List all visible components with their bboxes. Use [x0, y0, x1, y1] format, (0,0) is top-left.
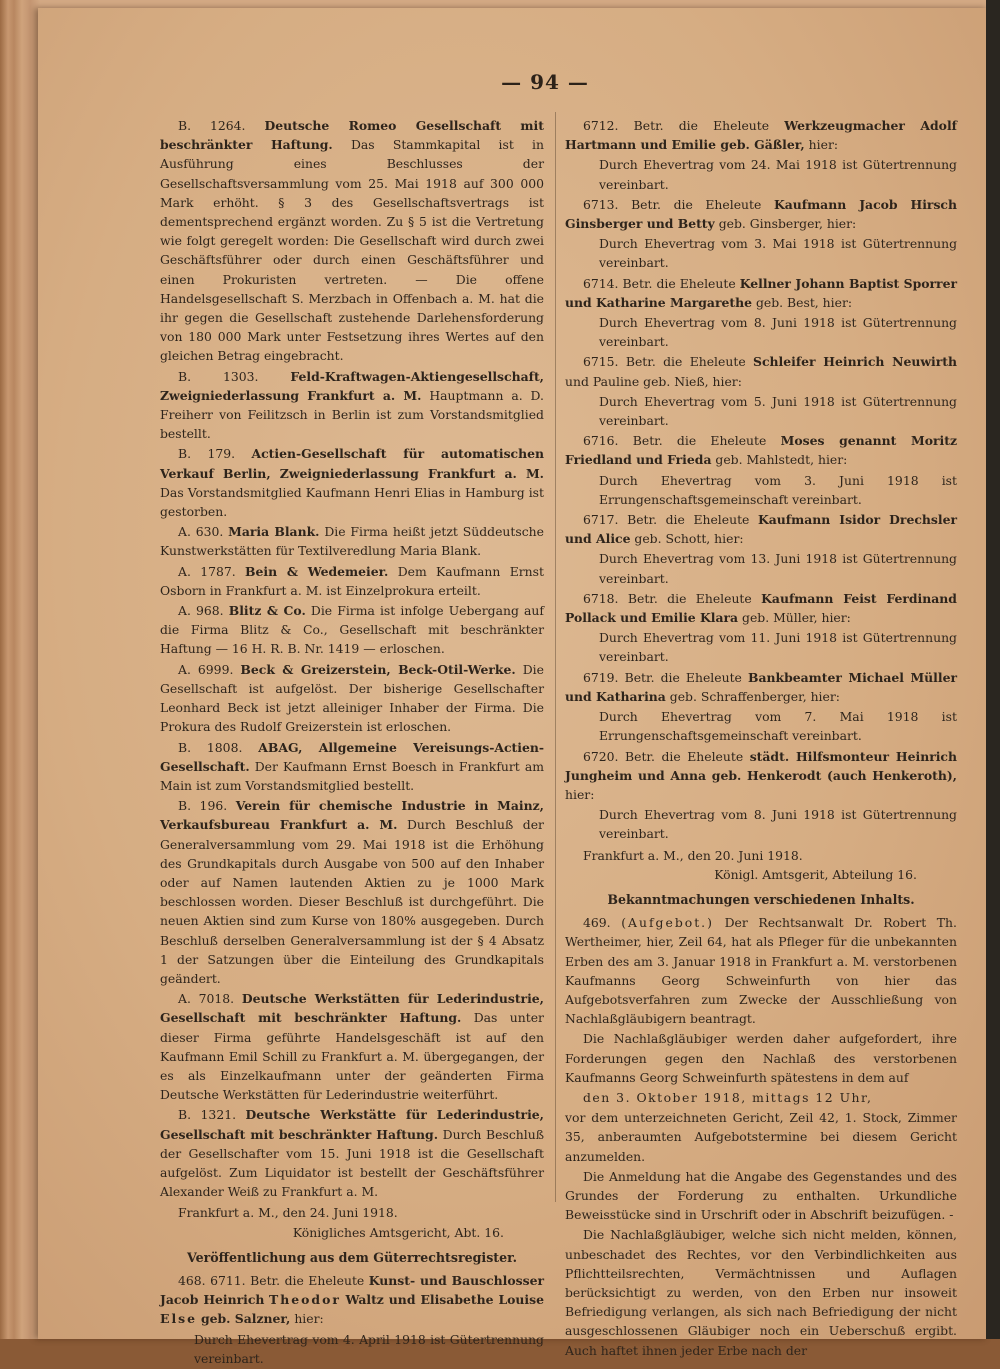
gueter-entry	[565, 668, 957, 706]
entry-text: hier:	[294, 1311, 324, 1327]
entry-lead: 6717.	[583, 512, 619, 528]
gueter-entry-body: Durch Ehevertrag vom 3. Mai 1918 ist Gütertrennung vereinbart.	[599, 236, 957, 271]
closing-place-date: Frankfurt a. M., den 20. Juni 1918.	[583, 847, 803, 863]
register-entry	[160, 116, 544, 366]
gueter-entry-body: Durch Ehevertrag vom 11. Juni 1918 ist Gütertrennung vereinbart.	[599, 630, 957, 665]
section-heading-gueterrecht: Veröffentlichung aus dem Güterrechtsregister.	[187, 1249, 517, 1265]
gueter-entry-body: Durch Ehevertrag vom 13. Juni 1918 ist Gütertrennung vereinbart.	[599, 551, 957, 586]
closing-signature: Königl. Amtsgerit, Abteilung 16.	[714, 866, 917, 882]
entry-text: Die Firma heißt jetzt Süddeutsche Kunstwerkstätten für Textilveredlung Maria Blank.	[160, 524, 544, 559]
notice-paragraph: Der Rechtsanwalt Dr. Robert Th. Wertheimer, hier, Zeil 64, hat als Pfleger für die unbekannten Erben des am 3. Januar 1918 in Frankfurt a. M. verstorbenen Kaufmanns Georg Schweinfurth von hier das Aufgebotsverfahren zum Zwecke der Ausschließung von Nachlaßgläubigern beantragt.	[565, 915, 957, 1027]
closing-signature: Königliches Amtsgericht, Abt. 16.	[292, 1224, 504, 1240]
entry-text: Die Gesellschaft ist aufgelöst. Der bisherige Gesellschafter Leonhard Beck ist jetzt alleiniger Inhaber der Firma. Die Prokura des Rudolf Greizerstein ist erloschen.	[160, 661, 544, 735]
entry-text: Das unter dieser Firma geführte Handelsgeschäft ist auf den Kaufmann Emil Schill zu Frankfurt a. M. übergegangen, der es als Einzelkaufmann unter der geänderten Firma Deutsche Werkstätten für Lederindustrie weiterführt.	[160, 1010, 544, 1103]
entry-names: Kaufmann Feist Ferdinand Pollack und Emilie Klara	[565, 590, 957, 626]
entry-lead: 6713.	[583, 196, 619, 212]
entry-lead: 6715.	[583, 354, 619, 370]
notice-date: den 3. Oktober 1918, mittags 12 Uhr,	[583, 1089, 873, 1105]
entry-text: Durch Beschluß der Generalversammlung vom 29. Mai 1918 ist die Erhöhung des Grundkapitals durch Ausgabe von 500 auf den Inhaber oder auf Namen lautenden Aktien zu je 1000 Mark beschlossen worden. Dieser Beschluß ist durchgeführt. Die neuen Aktien sind zum Kurse von 180% ausgegeben. Durch Beschluß derselben Generalversammlung ist der § 4 Absatz 1 der Satzungen über die Einteilung des Grundkapitals geändert.	[160, 817, 544, 986]
gueter-entry-body: Durch Ehevertrag vom 8. Juni 1918 ist Gütertrennung vereinbart.	[599, 807, 957, 842]
entry-text: Betr. die Eheleute	[625, 354, 746, 370]
entry-lead: A. 1787.	[178, 563, 236, 579]
notice-paragraph: vor dem unterzeichneten Gericht, Zeil 42, 1. Stock, Zimmer 35, anberaumten Aufgebotstermine bei diesem Gericht anzumelden.	[565, 1110, 957, 1164]
entry-firm: Beck & Greizerstein, Beck-Otil-Werke.	[240, 661, 516, 677]
gueter-entry-body: Durch Ehevertrag vom 24. Mai 1918 ist Gütertrennung vereinbart.	[599, 157, 957, 192]
entry-lead: B. 1264.	[178, 118, 246, 133]
notice-intro	[565, 913, 957, 1028]
register-entry	[160, 522, 544, 560]
entry-text: hier:	[565, 786, 595, 802]
entry-text: Betr. die Eheleute	[631, 196, 762, 212]
entry-text: geb. Ginsberger, hier:	[718, 216, 857, 232]
entry-text: Betr. die Eheleute	[633, 118, 770, 133]
entry-names: Kaufmann Isidor Drechsler und Alice	[565, 512, 957, 547]
entry-text: Betr. die Eheleute	[627, 512, 750, 528]
gueter-entries	[565, 116, 957, 844]
entry-names: städt. Hilfsmonteur Heinrich Jungheim und Anna geb. Henkerodt (auch Henkeroth),	[565, 748, 957, 783]
section-heading-bekanntmachungen: Bekanntmachungen verschiedenen Inhalts.	[607, 891, 915, 907]
entry-text: Betr. die Eheleute	[627, 590, 752, 606]
entry-firm: Deutsche Romeo Gesellschaft mit beschränkter Haftung.	[160, 118, 544, 153]
entry-lead: B. 196.	[178, 798, 228, 814]
register-entry	[160, 660, 544, 737]
notice-title: (Aufgebot.)	[621, 915, 714, 931]
entry-lead: A. 6999.	[178, 661, 234, 677]
entry-firm: Verein für chemische Industrie in Mainz, Verkaufsbureau Frankfurt a. M.	[160, 798, 544, 833]
right-column	[565, 116, 957, 1361]
entry-firm: Deutsche Werkstätten für Lederindustrie, Gesellschaft mit beschränkter Haftung.	[160, 991, 544, 1026]
gueter-entry	[565, 195, 957, 233]
gueter-entry	[565, 589, 957, 627]
entry-firm: ABAG, Allgemeine Vereisungs-Actien-Gesellschaft.	[160, 739, 544, 774]
gueter-entry	[565, 747, 957, 805]
gueter-entry-body: Durch Ehevertrag vom 8. Juni 1918 ist Gütertrennung vereinbart.	[599, 315, 957, 350]
entry-text: Betr. die Eheleute	[622, 275, 736, 291]
entry-firm: Actien-Gesellschaft für automatischen Verkauf Berlin, Zweigniederlassung Frankfurt a. M.	[160, 446, 544, 481]
register-entry	[160, 562, 544, 600]
gueter-entry-body: Durch Ehevertrag vom 5. Juni 1918 ist Gütertrennung vereinbart.	[599, 393, 957, 429]
entry-text: Der Kaufmann Ernst Boesch in Frankfurt am Main ist zum Vorstandsmitglied bestellt.	[160, 758, 544, 793]
gueter-entry	[565, 352, 957, 390]
register-entry	[160, 444, 544, 521]
entry-names: Bankbeamter Michael Müller und Katharina	[565, 669, 958, 704]
gueter-entry	[160, 1271, 544, 1329]
notice-lead: 469.	[583, 915, 611, 931]
gueter-entry	[565, 274, 957, 312]
entry-text: Die Firma ist infolge Uebergang auf die Firma Blitz & Co., Gesellschaft mit beschränkter Haftung — 16 H. R. B. Nr. 1419 — erloschen.	[160, 603, 544, 657]
entry-names: Moses genannt Moritz Friedland und Frieda	[565, 433, 957, 468]
gueter-entry	[565, 431, 957, 469]
register-entry	[160, 367, 544, 444]
register-entry	[160, 601, 544, 659]
entry-firm: Blitz & Co.	[228, 603, 306, 619]
notice-paragraph: Die Anmeldung hat die Angabe des Gegenstandes und des Grundes der Forderung zu enthalten. Urkundliche Beweisstücke sind in Urschrift oder in Abschrift beizufügen. -	[565, 1168, 957, 1223]
entry-text: Betr. die Eheleute	[624, 669, 742, 685]
entry-spaced: Theodor	[269, 1292, 341, 1308]
entry-lead: 6719.	[583, 669, 619, 685]
entry-text: hier:	[808, 137, 839, 153]
register-entry	[160, 796, 544, 988]
entry-firm: Deutsche Werkstätte für Lederindustrie, Gesellschaft mit beschränkter Haftung.	[160, 1107, 544, 1142]
entry-lead: A. 968.	[178, 603, 224, 619]
entry-lead: 6718.	[583, 590, 619, 606]
register-entry	[160, 738, 544, 796]
scan-background	[986, 0, 1000, 1339]
entry-bold: Waltz und Elisabethe Louise	[345, 1292, 544, 1308]
entry-lead: 468. 6711.	[178, 1272, 246, 1288]
entry-lead: 6712.	[583, 118, 619, 133]
entry-text: Dem Kaufmann Ernst Osborn in Frankfurt a. M. ist Einzelprokura erteilt.	[160, 563, 544, 598]
entry-lead: B. 1321.	[178, 1107, 237, 1123]
entry-names: Schleifer Heinrich Neuwirth	[753, 354, 957, 370]
entry-lead: B. 1808.	[178, 739, 243, 755]
column-divider	[555, 112, 556, 1202]
entry-lead: B. 179.	[178, 446, 236, 462]
entry-text: Betr. die Eheleute	[250, 1272, 365, 1288]
entry-text: geb. Schraffenberger, hier:	[669, 688, 840, 704]
entry-text: geb. Mahlstedt, hier:	[715, 452, 848, 468]
entry-names: Werkzeugmacher Adolf Hartmann und Emilie geb. Gäßler,	[565, 118, 957, 153]
entry-names: Kaufmann Jacob Hirsch Ginsberger und Betty	[565, 196, 957, 232]
entry-firm: Maria Blank.	[228, 524, 320, 540]
gueter-entry-body: Durch Ehevertrag vom 4. April 1918 ist Gütertrennung vereinbart.	[194, 1331, 544, 1366]
gueter-entry	[565, 116, 957, 154]
entry-text: geb. Schott, hier:	[634, 531, 744, 547]
entry-text: und Pauline geb. Nieß, hier:	[565, 373, 742, 389]
gueter-entry	[565, 510, 957, 548]
notice-paragraph: Die Nachlaßgläubiger, welche sich nicht melden, können, unbeschadet des Rechtes, vor den Verbindlichkeiten aus Pflichtteilsrechten, Vermächtnissen und Auflagen berücksichtigt zu werden, von den Erben nur insoweit Befriedigung verlangen, als sich nach Befriedigung der nicht ausgeschlossenen Gläubiger noch ein Ueberschuß ergibt. Auch haftet ihnen jeder Erbe nach der	[565, 1227, 957, 1358]
entry-lead: 6720.	[583, 748, 619, 764]
entry-lead: A. 630.	[178, 524, 224, 540]
entry-text: geb. Müller, hier:	[742, 610, 851, 626]
entry-lead: B. 1303.	[178, 368, 259, 384]
entry-text: Das Vorstandsmitglied Kaufmann Henri Elias in Hamburg ist gestorben.	[160, 484, 544, 520]
entry-text: Betr. die Eheleute	[632, 433, 767, 449]
entry-text: geb. Best, hier:	[755, 294, 853, 310]
gueter-entry-body: Durch Ehevertrag vom 3. Juni 1918 ist Errungenschaftsgemeinschaft vereinbart.	[599, 472, 957, 507]
entry-lead: 6714.	[583, 275, 619, 291]
entry-lead: 6716.	[583, 433, 619, 449]
entry-names: Kellner Johann Baptist Sporrer und Katharine Margarethe	[565, 275, 957, 310]
entry-text: Das Stammkapital ist in Ausführung eines Beschlusses der Gesellschaftsversammlung vom 25. Mai 1918 auf 300 000 Mark erhöht. § 3 des Gesellschaftsvertrags ist dementsprechend ergänzt worden. Zu § 5 ist die Vertretung wie folgt geregelt worden: Die Gesellschaft wird durch zwei Geschäftsführer oder durch einen Geschäftsführer und einen Prokuristen vertreten. — Die offene Handelsgesellschaft S. Merzbach in Offenbach a. M. hat die ihr gegen die Gesellschaft zustehende Darlehensforderung von 180 000 Mark unter Festsetzung ihres Wertes auf den gleichen Betrag eingebracht.	[160, 137, 544, 364]
entry-spaced: Else	[160, 1311, 198, 1327]
entry-text: Hauptmann a. D. Freiherr von Feilitzsch in Berlin ist zum Vorstandsmitglied bestellt.	[160, 387, 544, 442]
entry-firm: Bein & Wedemeier.	[245, 563, 389, 579]
notice-paragraph: Die Nachlaßgläubiger werden daher aufgefordert, ihre Forderungen gegen den Nachlaß des verstorbenen Kaufmanns Georg Schweinfurth spätestens in dem auf	[565, 1031, 957, 1085]
entry-firm: Feld-Kraftwagen-Aktiengesellschaft, Zweigniederlassung Frankfurt a. M.	[160, 368, 544, 403]
entry-text: Betr. die Eheleute	[625, 748, 744, 764]
closing-place-date: Frankfurt a. M., den 24. Juni 1918.	[178, 1205, 398, 1221]
entry-bold: Kunst- und Bauschlosser Jacob Heinrich	[160, 1272, 544, 1308]
entry-lead: A. 7018.	[178, 991, 235, 1007]
register-entry	[160, 1105, 544, 1201]
entry-bold: geb. Salzner,	[200, 1311, 291, 1327]
page-number: — 94 —	[501, 70, 589, 94]
register-entry	[160, 989, 544, 1104]
entry-text: Durch Beschluß der Gesellschafter vom 15. Juni 1918 ist die Gesellschaft aufgelöst. Zum Liquidator ist bestellt der Geschäftsführer Alexander Weiß zu Frankfurt a. M.	[160, 1126, 544, 1200]
gueter-entry-body: Durch Ehevertrag vom 7. Mai 1918 ist Errungenschaftsgemeinschaft vereinbart.	[599, 709, 957, 744]
left-column	[160, 116, 544, 1369]
register-entries	[160, 116, 544, 1201]
